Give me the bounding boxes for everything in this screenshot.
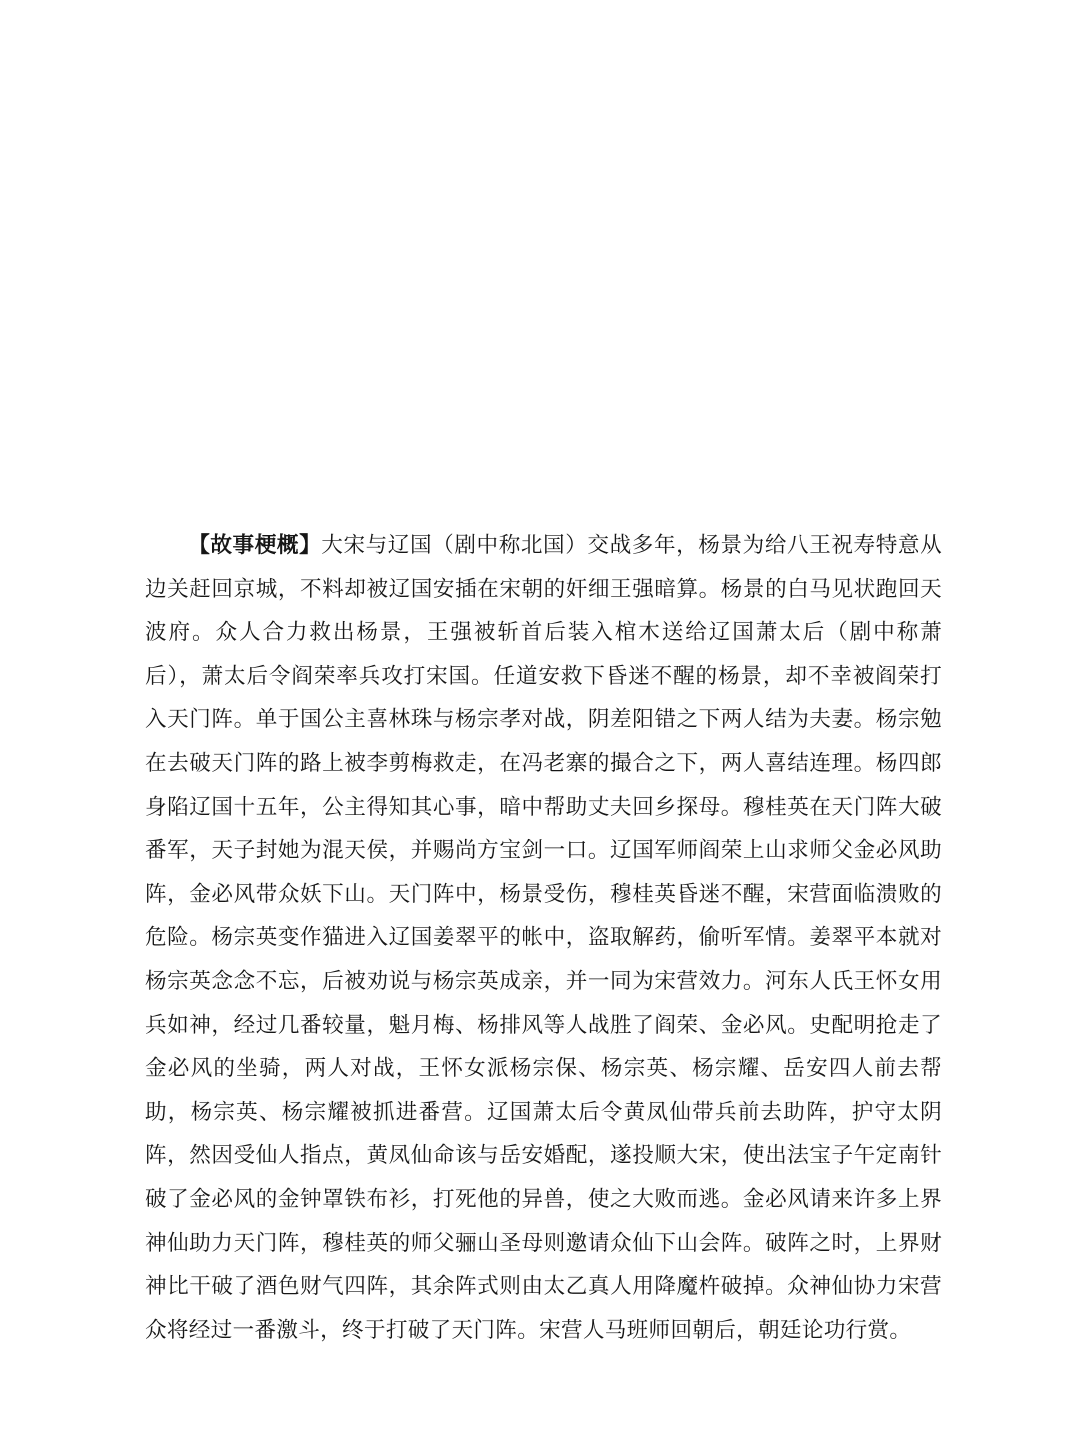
synopsis-paragraph <box>145 524 942 1352</box>
synopsis-body: 大宋与辽国（剧中称北国）交战多年，杨景为给八王祝寿特意从边关赶回京城，不料却被辽国安插在宋朝的奸细王强暗算。杨景的白马见状跑回天波府。众人合力救出杨景，王强被斩首后装入棺木送给辽国萧太后（剧中称萧后），萧太后令阎荣率兵攻打宋国。任道安救下昏迷不醒的杨景，却不幸被阎荣打入天门阵。单于国公主喜林珠与杨宗孝对战，阴差阳错之下两人结为夫妻。杨宗勉在去破天门阵的路上被李剪梅救走，在冯老寨的撮合之下，两人喜结连理。杨四郎身陷辽国十五年，公主得知其心事，暗中帮助丈夫回乡探母。穆桂英在天门阵大破番军，天子封她为混天侯，并赐尚方宝剑一口。辽国军师阎荣上山求师父金必风助阵，金必风带众妖下山。天门阵中，杨景受伤，穆桂英昏迷不醒，宋营面临溃败的危险。杨宗英变作猫进入辽国姜翠平的帐中，盗取解药，偷听军情。姜翠平本就对杨宗英念念不忘，后被劝说与杨宗英成亲，并一同为宋营效力。河东人氏王怀女用兵如神，经过几番较量，魁月梅、杨排风等人战胜了阎荣、金必风。史配明抢走了金必风的坐骑，两人对战，王怀女派杨宗保、杨宗英、杨宗耀、岳安四人前去帮助，杨宗英、杨宗耀被抓进番营。辽国萧太后令黄凤仙带兵前去助阵，护守太阴阵，然因受仙人指点，黄凤仙命该与岳安婚配，遂投顺大宋，使出法宝子午定南针破了金必风的金钟罩铁布衫，打死他的异兽，使之大败而逃。金必风请来许多上界神仙助力天门阵，穆桂英的师父骊山圣母则邀请众仙下山会阵。破阵之时，上界财神比干破了酒色财气四阵，其余阵式则由太乙真人用降魔杵破掉。众神仙协力宋营众将经过一番激斗，终于打破了天门阵。宋营人马班师回朝后，朝廷论功行赏。 <box>145 533 942 1342</box>
synopsis-heading: 【故事梗概】 <box>188 533 322 557</box>
